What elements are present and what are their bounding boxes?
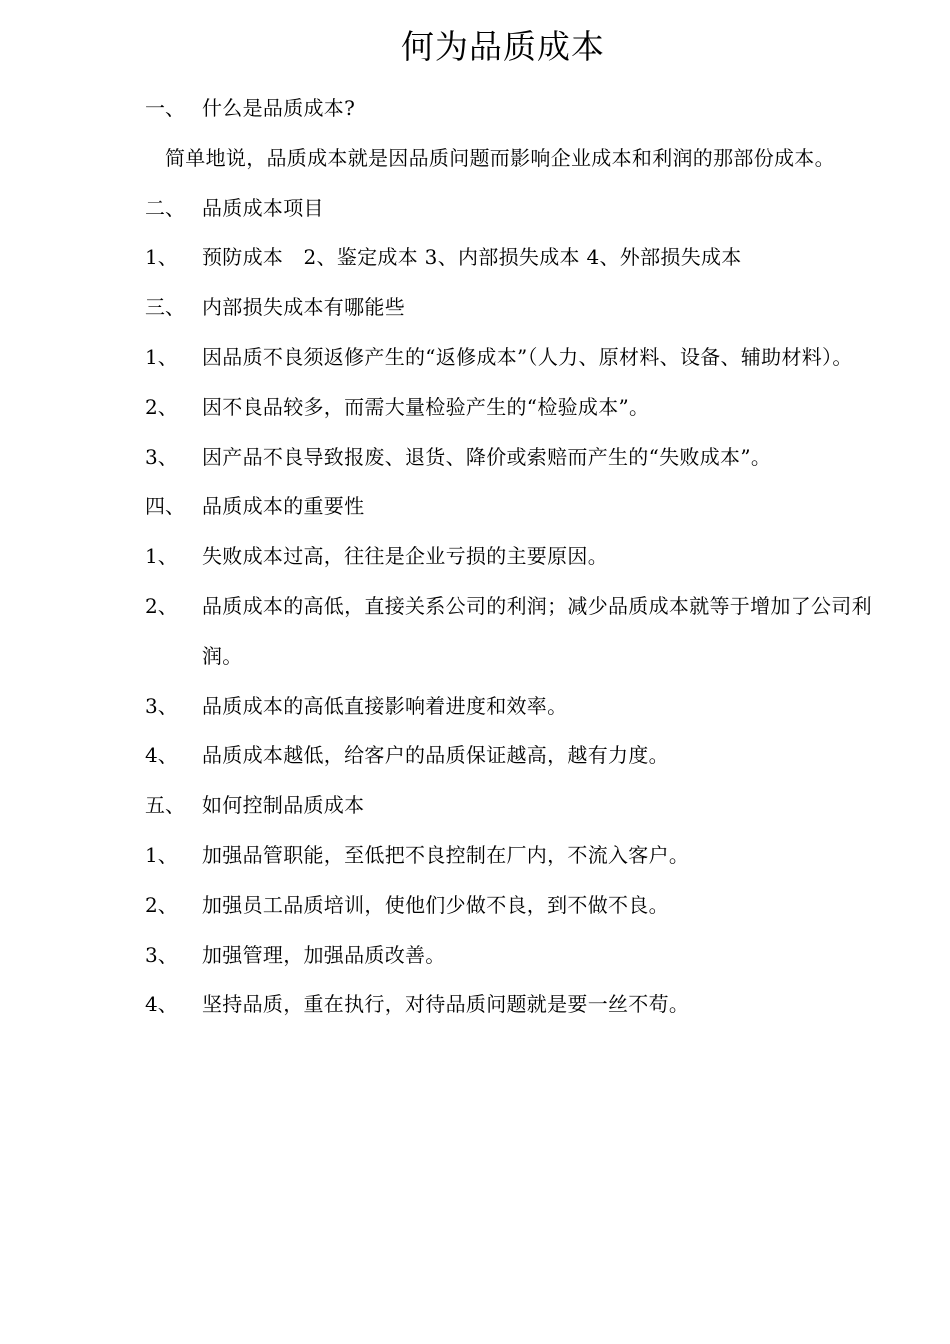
- list-item: [145, 682, 875, 732]
- item-text: 失败成本过高，往往是企业亏损的主要原因。: [202, 544, 608, 569]
- list-item: [145, 881, 875, 931]
- item-number: 4、: [145, 992, 178, 1017]
- item-number: 3、: [145, 942, 178, 967]
- item-number: 1、: [145, 544, 178, 569]
- item-number: 3、: [145, 444, 178, 469]
- item-text: 坚持品质，重在执行，对待品质问题就是要一丝不苟。: [202, 992, 690, 1017]
- section-number: 三、: [145, 295, 185, 320]
- item-number: 2、: [145, 394, 178, 419]
- section-title: 品质成本项目: [202, 195, 324, 220]
- list-item: [145, 980, 875, 1030]
- document-title: 何为品质成本: [401, 27, 605, 66]
- list-item: [145, 433, 875, 483]
- section-number: 一、: [145, 96, 185, 120]
- item-text: 因品质不良须返修产生的“返修成本”（人力、原材料、设备、辅助材料）。: [202, 344, 853, 369]
- section-title: 如何控制品质成本: [202, 793, 365, 818]
- section-heading: [145, 84, 875, 134]
- item-text: 加强品管职能，至低把不良控制在厂内，不流入客户。: [202, 842, 690, 867]
- section-number: 四、: [145, 494, 185, 519]
- section-heading: [145, 482, 875, 532]
- list-item: [145, 233, 875, 283]
- list-item: [145, 333, 875, 383]
- list-item: [145, 383, 875, 433]
- item-text: 品质成本的高低直接影响着进度和效率。: [202, 693, 568, 718]
- section-heading: [145, 184, 875, 234]
- item-text: 加强管理，加强品质改善。: [202, 942, 446, 967]
- item-number: 2、: [145, 892, 178, 917]
- item-number: 1、: [145, 842, 178, 867]
- item-number: 4、: [145, 743, 178, 768]
- section-title: 内部损失成本有哪能些: [202, 295, 405, 320]
- section-number: 二、: [145, 195, 185, 220]
- item-text: 品质成本的高低，直接关系公司的利润；减少品质成本就等于增加了公司利润。: [202, 593, 872, 668]
- item-text: 因不良品较多，而需大量检验产生的“检验成本”。: [202, 394, 650, 419]
- item-text: 品质成本越低，给客户的品质保证越高，越有力度。: [202, 743, 669, 768]
- list-item: [145, 831, 875, 881]
- item-number: 1、: [145, 245, 178, 270]
- section-number: 五、: [145, 793, 185, 818]
- item-number: 1、: [145, 344, 178, 369]
- item-number: 3、: [145, 693, 178, 718]
- item-text: 加强员工品质培训，使他们少做不良，到不做不良。: [202, 892, 669, 917]
- item-text: 因产品不良导致报废、退货、降价或索赔而产生的“失败成本”。: [202, 444, 772, 469]
- list-item: [145, 582, 875, 682]
- document-body: [145, 84, 875, 1030]
- section-heading: [145, 781, 875, 831]
- list-item: [145, 731, 875, 781]
- list-item: [145, 532, 875, 582]
- section-title: 品质成本的重要性: [202, 494, 365, 519]
- list-item: [145, 931, 875, 981]
- item-number: 2、: [145, 593, 178, 618]
- section-title: 什么是品质成本?: [202, 96, 356, 120]
- paragraph: 简单地说，品质成本就是因品质问题而影响企业成本和利润的那部份成本。: [165, 145, 835, 170]
- section-heading: [145, 283, 875, 333]
- item-text: 预防成本 2、鉴定成本 3、内部损失成本 4、外部损失成本: [202, 245, 742, 270]
